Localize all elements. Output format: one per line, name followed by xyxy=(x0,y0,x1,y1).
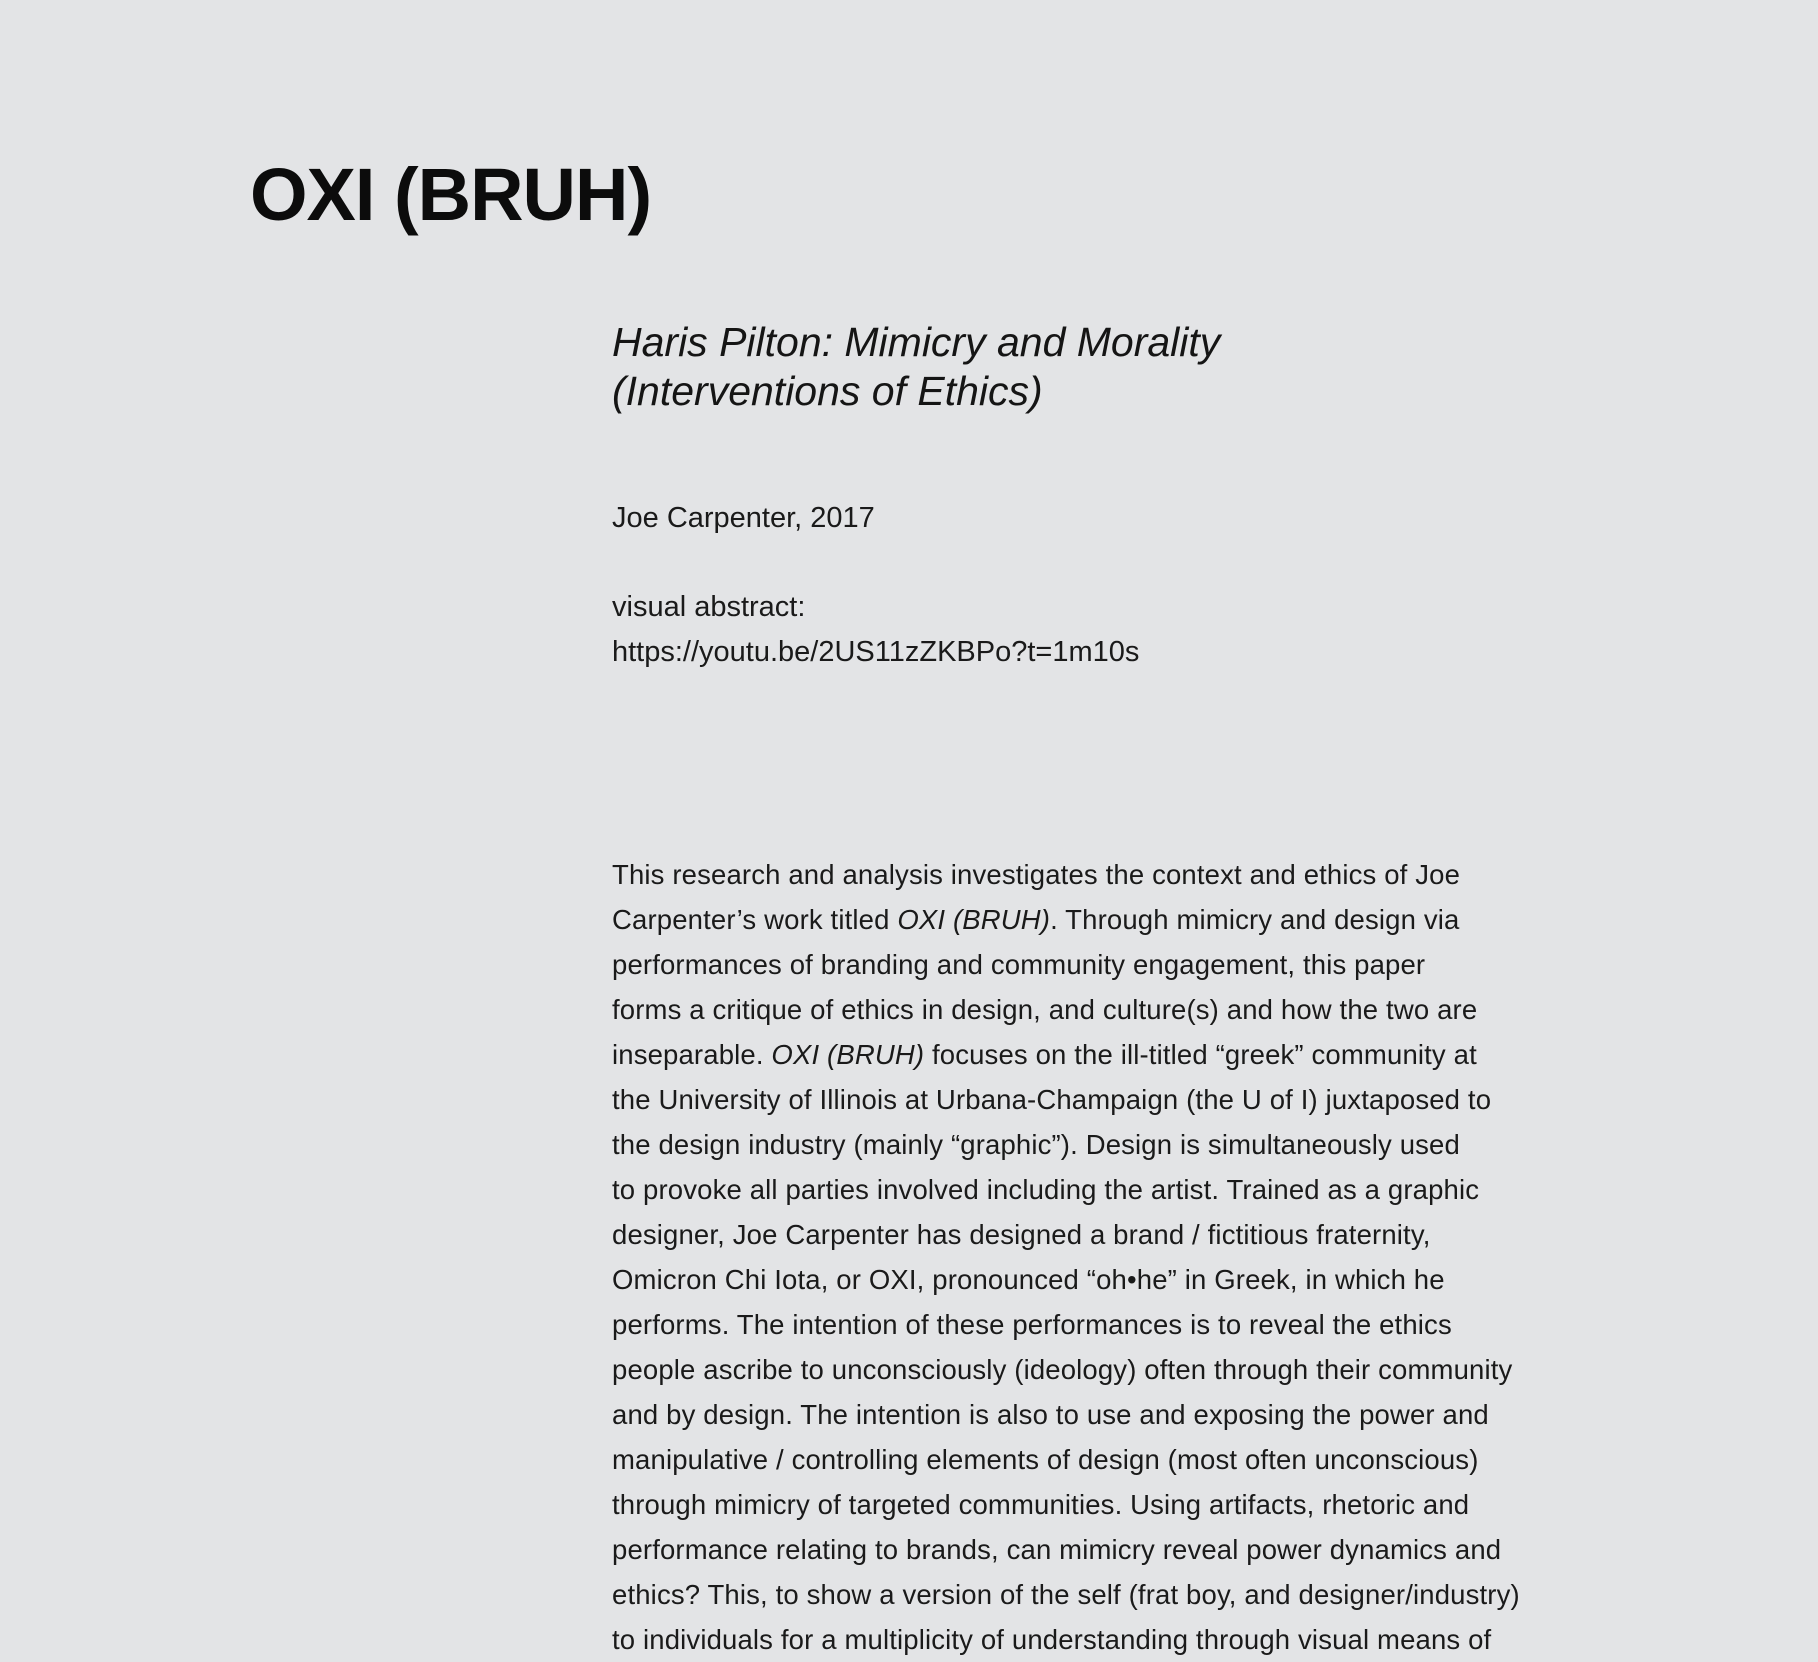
body-line: people ascribe to unconsciously (ideology) often through their community xyxy=(612,1354,1513,1385)
body-line: This research and analysis investigates the context and ethics of Joe xyxy=(612,859,1461,890)
abstract-body xyxy=(612,852,1572,1662)
body-line: manipulative / controlling elements of design (most often unconscious) xyxy=(612,1444,1479,1475)
body-line: ethics? This, to show a version of the self (frat boy, and designer/industry) xyxy=(612,1579,1520,1610)
body-line: the University of Illinois at Urbana-Champaign (the U of I) juxtaposed to xyxy=(612,1084,1492,1115)
body-line: Omicron Chi Iota, or OXI, pronounced “oh•he” in Greek, in which he xyxy=(612,1264,1445,1295)
body-line: forms a critique of ethics in design, and culture(s) and how the two are xyxy=(612,994,1478,1025)
content-column xyxy=(612,318,1572,1662)
body-line: the design industry (mainly “graphic”). Design is simultaneously used xyxy=(612,1129,1460,1160)
work-title-italic: OXI (BRUH) xyxy=(771,1039,925,1070)
body-line: designer, Joe Carpenter has designed a brand / fictitious fraternity, xyxy=(612,1219,1431,1250)
visual-abstract xyxy=(612,585,1572,675)
body-line: through mimicry of targeted communities. Using artifacts, rhetoric and xyxy=(612,1489,1470,1520)
body-line: performance relating to brands, can mimicry reveal power dynamics and xyxy=(612,1534,1502,1565)
body-line: performs. The intention of these performances is to reveal the ethics xyxy=(612,1309,1452,1340)
body-line: inseparable. OXI (BRUH) focuses on the ill-titled “greek” community at xyxy=(612,1039,1477,1070)
page-title: OXI (BRUH) xyxy=(250,153,652,236)
work-title-italic: OXI (BRUH) xyxy=(897,904,1051,935)
work-subtitle xyxy=(612,318,1572,416)
body-line: performances of branding and community engagement, this paper xyxy=(612,949,1426,980)
author-year: Joe Carpenter, 2017 xyxy=(612,502,875,534)
body-line: to provoke all parties involved including the artist. Trained as a graphic xyxy=(612,1174,1480,1205)
body-line: to individuals for a multiplicity of understanding through visual means of xyxy=(612,1624,1492,1655)
subtitle-line-1: Haris Pilton: Mimicry and Morality xyxy=(612,319,1221,365)
visual-abstract-link[interactable]: https://youtu.be/2US11zZKBPo?t=1m10s xyxy=(612,636,1140,668)
body-line: and by design. The intention is also to use and exposing the power and xyxy=(612,1399,1489,1430)
subtitle-line-2: (Interventions of Ethics) xyxy=(612,368,1043,414)
visual-abstract-label: visual abstract: xyxy=(612,591,806,623)
body-line: Carpenter’s work titled OXI (BRUH). Through mimicry and design via xyxy=(612,904,1460,935)
